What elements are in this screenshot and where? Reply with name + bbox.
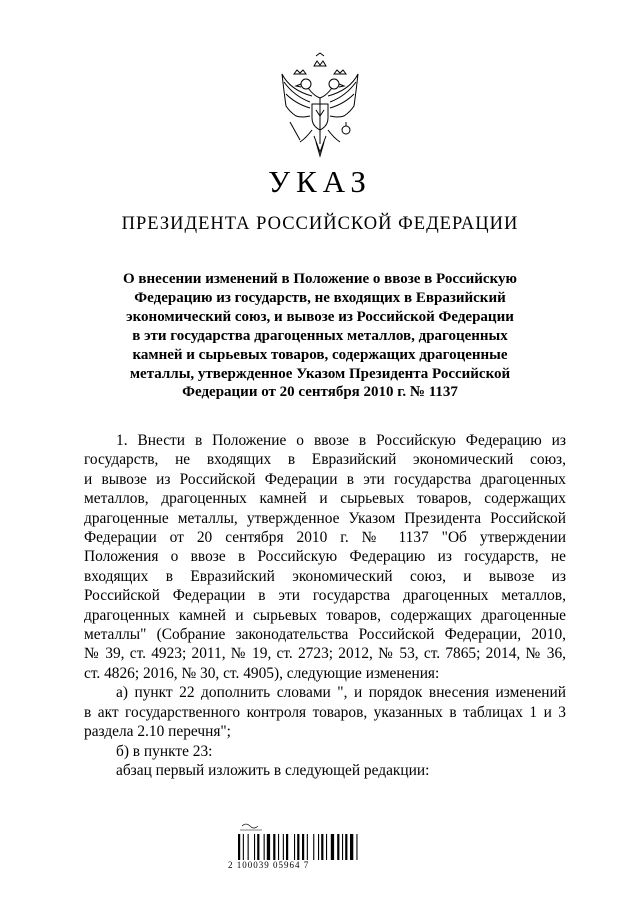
barcode [226, 822, 416, 882]
body-line: входящих в Евразийский экономический союз, и вывозе из [84, 567, 566, 585]
heading-line: Федерацию из государств, не входящих в Евразийский [134, 289, 506, 306]
heading-line: в эти государства драгоценных металлов, драгоценных [132, 327, 508, 344]
heading-line: камней и сырьевых товаров, содержащих драгоценные [132, 346, 508, 363]
decree-heading [96, 270, 544, 402]
body-line: государств, не входящих в Евразийский экономический союз, [84, 451, 566, 469]
body-line: Положения о ввозе в Российскую Федерацию из государств, не [84, 548, 566, 566]
body-line: б) в пункте 23: [116, 742, 213, 760]
body-line: Федерации от 20 сентября 2010 г. № 1137 "Об утверждении [84, 529, 566, 547]
body-line: драгоценные металлы, утвержденное Указом Президента Российской [84, 509, 566, 527]
heading-line: О внесении изменений в Положение о ввозе в Российскую [123, 271, 517, 287]
body-line: 1. Внести в Положение о ввозе в Российскую Федерацию из [116, 432, 566, 449]
body-line: металлы" (Собрание законодательства Российской Федерации, 2010, [84, 626, 566, 644]
document-subtitle: ПРЕЗИДЕНТА РОССИЙСКОЙ ФЕДЕРАЦИИ [121, 214, 519, 234]
barcode-number: 2 100039 05964 7 [228, 860, 310, 870]
body-line: металлов, драгоценных камней и сырьевых товаров, содержащих [84, 490, 566, 508]
body-line: и вывозе из Российской Федерации в эти государства драгоценных [84, 470, 566, 488]
decree-body [84, 431, 566, 780]
body-line: раздела 2.10 перечня"; [84, 723, 231, 741]
heading-line: Федерации от 20 сентября 2010 г. № 1137 [182, 384, 458, 401]
heading-line: экономический союз, и вывозе из Российской Федерации [126, 308, 514, 325]
heading-line: металлы, утвержденное Указом Президента Российской [129, 365, 511, 382]
body-line: а) пункт 22 дополнить словами ", и порядок внесения изменений [116, 684, 566, 702]
body-line: № 39, ст. 4923; 2011, № 19, ст. 2723; 2012, № 53, ст. 7865; 2014, № 36, [84, 645, 566, 663]
body-line: драгоценных камней и сырьевых товаров, содержащих драгоценные [84, 606, 566, 624]
document-title: УКАЗ [268, 164, 372, 199]
body-line: в акт государственного контроля товаров, указанных в таблицах 1 и 3 [84, 703, 566, 721]
body-line: абзац первый изложить в следующей редакции: [116, 761, 430, 779]
body-line: Российской Федерации в эти государства драгоценных металлов, [84, 587, 566, 605]
coat-of-arms-emblem [276, 52, 364, 162]
body-line: ст. 4826; 2016, № 30, ст. 4905), следующие изменения: [84, 664, 440, 682]
